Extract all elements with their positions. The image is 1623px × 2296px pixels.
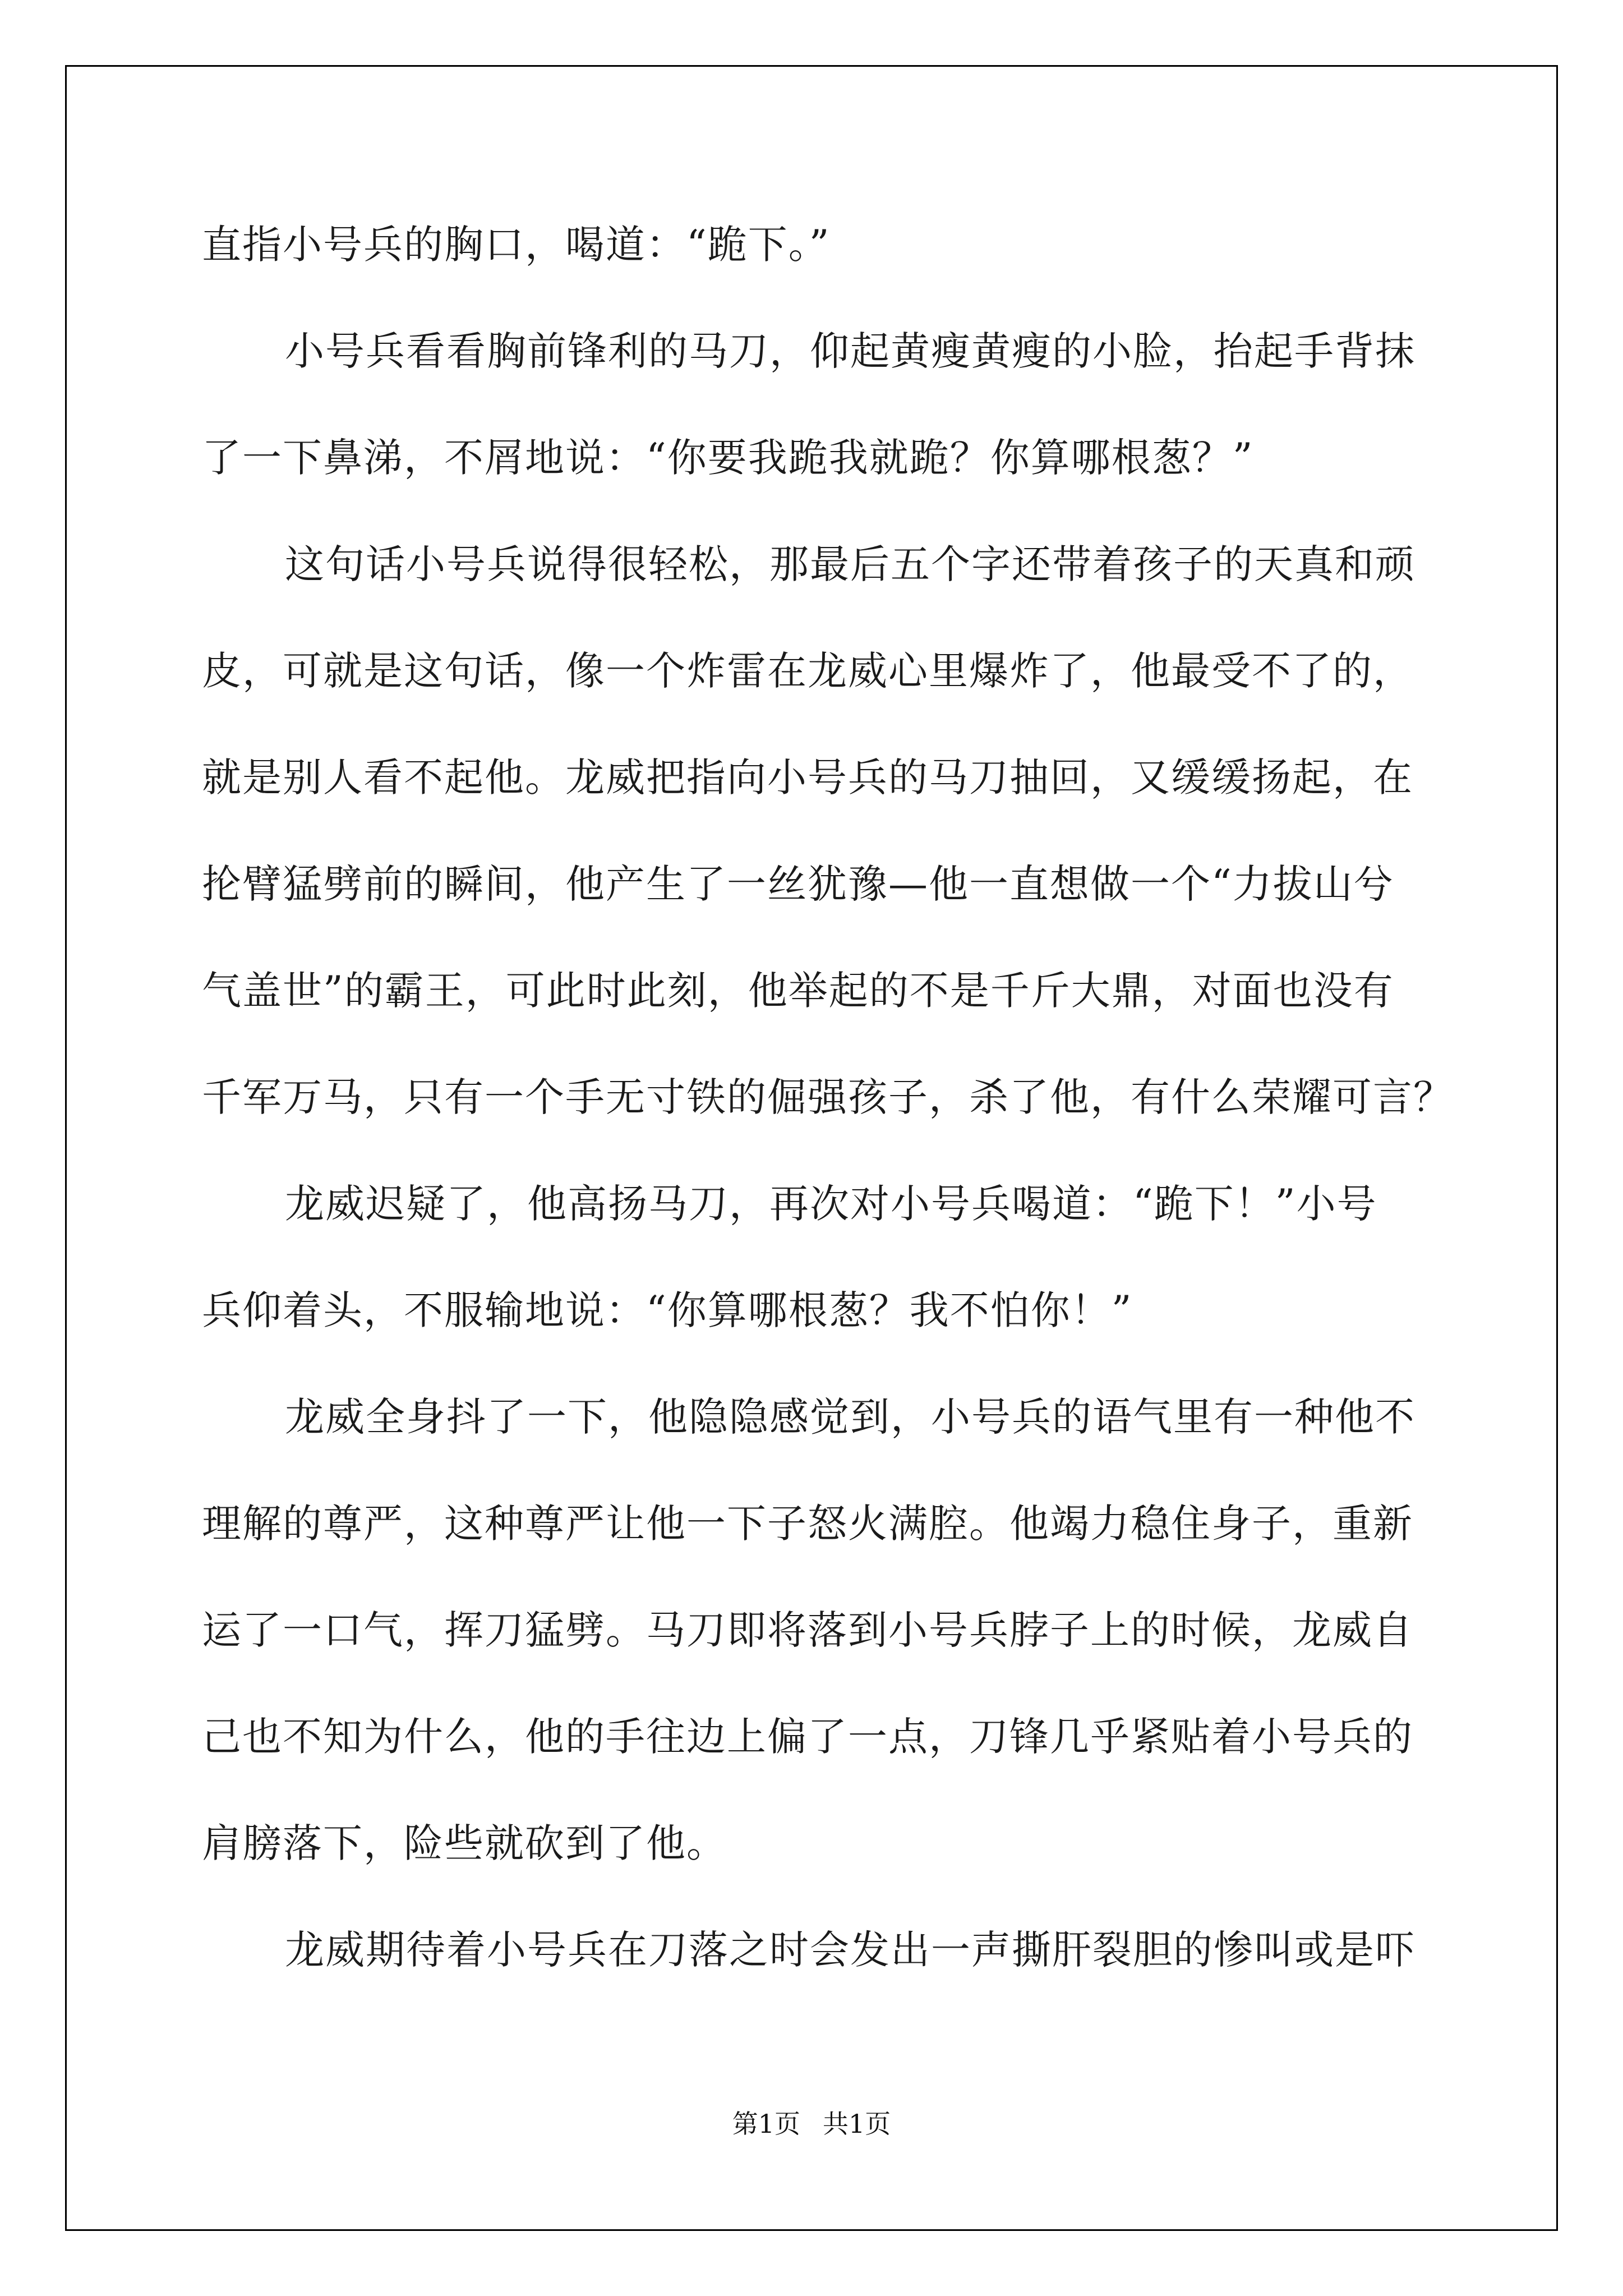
text-line: 小号兵看看胸前锋利的马刀，仰起黄瘦黄瘦的小脸，抬起手背抹 <box>285 328 1415 374</box>
page-number: 第1页 <box>732 2109 800 2139</box>
text-line: 气盖世”的霸王，可此时此刻，他举起的不是千斤大鼎，对面也没有 <box>202 968 1394 1014</box>
text-line: 了一下鼻涕，不屑地说：“你要我跪我就跪？你算哪根葱？” <box>202 435 1254 481</box>
text-line: 直指小号兵的胸口，喝道：“跪下。” <box>202 222 831 268</box>
text-line: 龙威全身抖了一下，他隐隐感觉到，小号兵的语气里有一种他不 <box>285 1394 1415 1440</box>
text-line: 抡臂猛劈前的瞬间，他产生了一丝犹豫—他一直想做一个“力拔山兮 <box>202 861 1394 907</box>
text-line: 皮，可就是这句话，像一个炸雷在龙威心里爆炸了，他最受不了的， <box>202 648 1413 694</box>
text-line: 肩膀落下，险些就砍到了他。 <box>202 1820 727 1866</box>
text-line: 兵仰着头，不服输地说：“你算哪根葱？我不怕你！” <box>202 1287 1133 1333</box>
page-footer <box>0 2107 1623 2141</box>
text-line: 千军万马，只有一个手无寸铁的倔强孩子，杀了他，有什么荣耀可言？ <box>202 1074 1454 1120</box>
text-line: 己也不知为什么，他的手往边上偏了一点，刀锋几乎紧贴着小号兵的 <box>202 1714 1413 1760</box>
page-total: 共1页 <box>823 2109 891 2139</box>
page-border <box>65 65 1558 2231</box>
text-line: 这句话小号兵说得很轻松，那最后五个字还带着孩子的天真和顽 <box>285 541 1415 587</box>
text-line: 龙威迟疑了，他高扬马刀，再次对小号兵喝道：“跪下！”小号 <box>285 1181 1377 1227</box>
text-line: 理解的尊严，这种尊严让他一下子怒火满腔。他竭力稳住身子，重新 <box>202 1501 1413 1547</box>
text-line: 运了一口气，挥刀猛劈。马刀即将落到小号兵脖子上的时候，龙威自 <box>202 1607 1413 1653</box>
text-line: 龙威期待着小号兵在刀落之时会发出一声撕肝裂胆的惨叫或是吓 <box>285 1927 1415 1973</box>
text-line: 就是别人看不起他。龙威把指向小号兵的马刀抽回，又缓缓扬起，在 <box>202 754 1413 800</box>
